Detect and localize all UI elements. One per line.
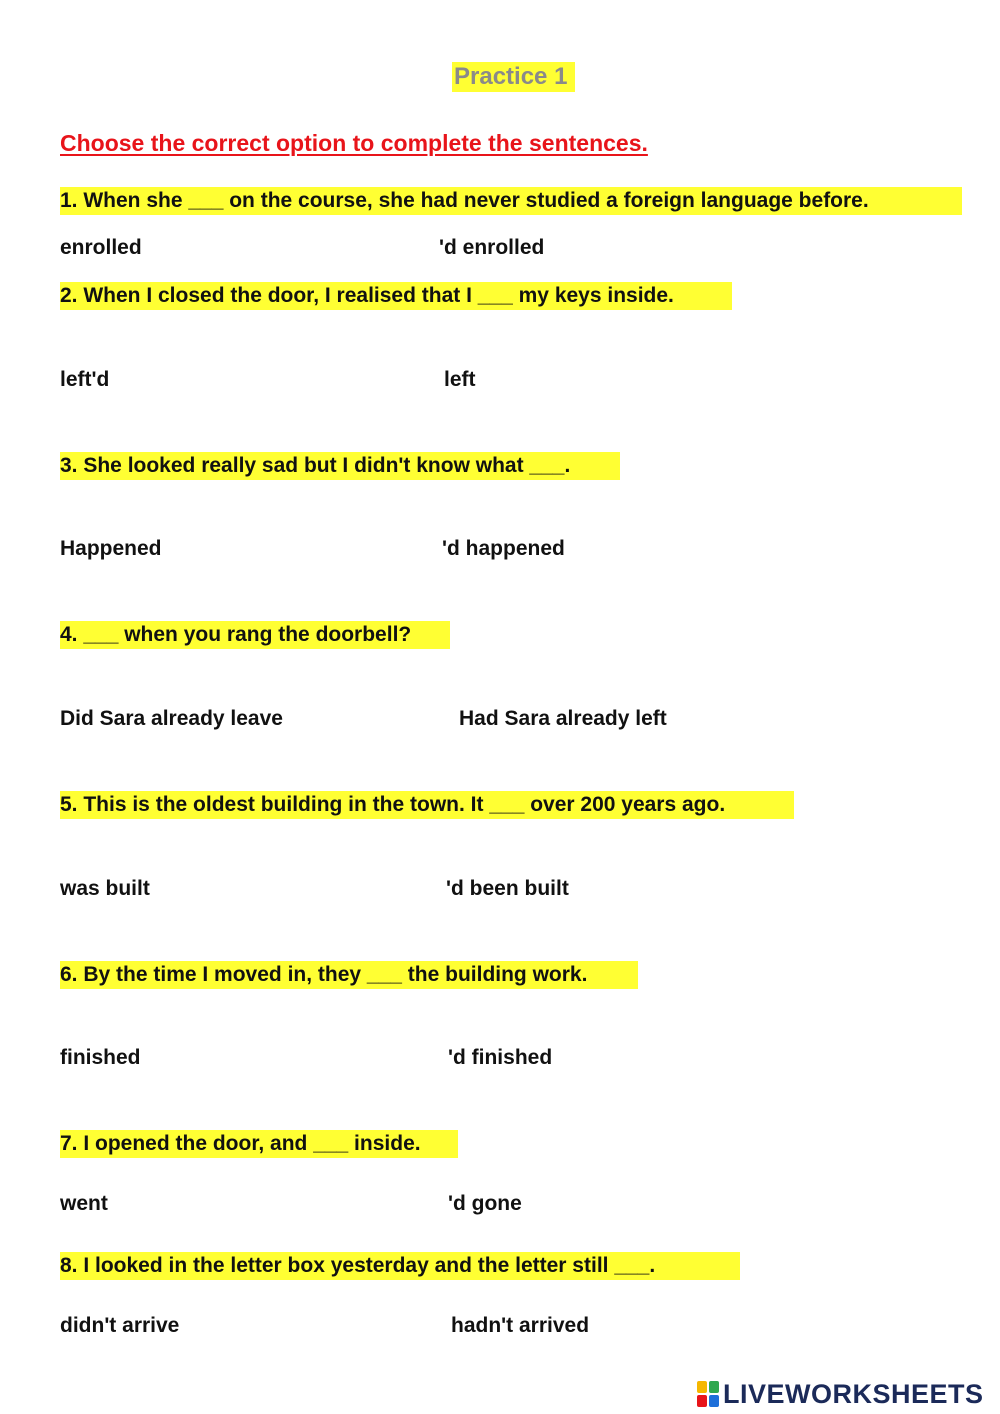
question-1 xyxy=(60,187,869,215)
question-1-option-b[interactable]: 'd enrolled xyxy=(439,236,545,259)
question-7-text: 7. I opened the door, and ___ inside. xyxy=(60,1132,421,1155)
question-2-text: 2. When I closed the door, I realised that I ___ my keys inside. xyxy=(60,284,674,307)
question-3 xyxy=(60,452,570,480)
question-1-text: 1. When she ___ on the course, she had never studied a foreign language before. xyxy=(60,189,869,212)
question-6-option-b[interactable]: 'd finished xyxy=(448,1046,553,1069)
question-3-text: 3. She looked really sad but I didn't know what ___. xyxy=(60,454,571,477)
question-4 xyxy=(60,621,411,649)
question-5 xyxy=(60,791,725,819)
question-5-option-a[interactable]: was built xyxy=(60,877,150,900)
question-6-option-a[interactable]: finished xyxy=(60,1046,141,1069)
question-8-text: 8. I looked in the letter box yesterday and the letter still ___. xyxy=(60,1254,656,1277)
question-4-option-a[interactable]: Did Sara already leave xyxy=(60,707,283,730)
question-7-option-a[interactable]: went xyxy=(60,1192,108,1215)
question-3-option-b[interactable]: 'd happened xyxy=(442,537,565,560)
question-2 xyxy=(60,282,674,310)
question-2-option-a[interactable]: left'd xyxy=(60,368,110,391)
question-7 xyxy=(60,1130,421,1158)
liveworksheets-logo xyxy=(697,1378,984,1410)
question-1-option-a[interactable]: enrolled xyxy=(60,236,142,259)
instruction-text: Choose the correct option to complete the sentences. xyxy=(60,130,648,156)
question-4-text: 4. ___ when you rang the doorbell? xyxy=(60,623,412,646)
question-6 xyxy=(60,961,587,989)
page-title: Practice 1 xyxy=(452,62,575,92)
question-7-option-b[interactable]: 'd gone xyxy=(448,1192,522,1215)
question-4-option-b[interactable]: Had Sara already left xyxy=(459,707,667,730)
question-5-text: 5. This is the oldest building in the town. It ___ over 200 years ago. xyxy=(60,793,726,816)
logo-text: LIVEWORKSHEETS xyxy=(723,1378,984,1409)
question-8-option-b[interactable]: hadn't arrived xyxy=(451,1314,590,1337)
question-6-text: 6. By the time I moved in, they ___ the building work. xyxy=(60,963,588,986)
liveworksheets-logo-icon xyxy=(697,1381,719,1407)
question-8 xyxy=(60,1252,655,1280)
question-3-option-a[interactable]: Happened xyxy=(60,537,162,560)
question-2-option-b[interactable]: left xyxy=(444,368,476,391)
question-5-option-b[interactable]: 'd been built xyxy=(446,877,569,900)
question-8-option-a[interactable]: didn't arrive xyxy=(60,1314,180,1337)
